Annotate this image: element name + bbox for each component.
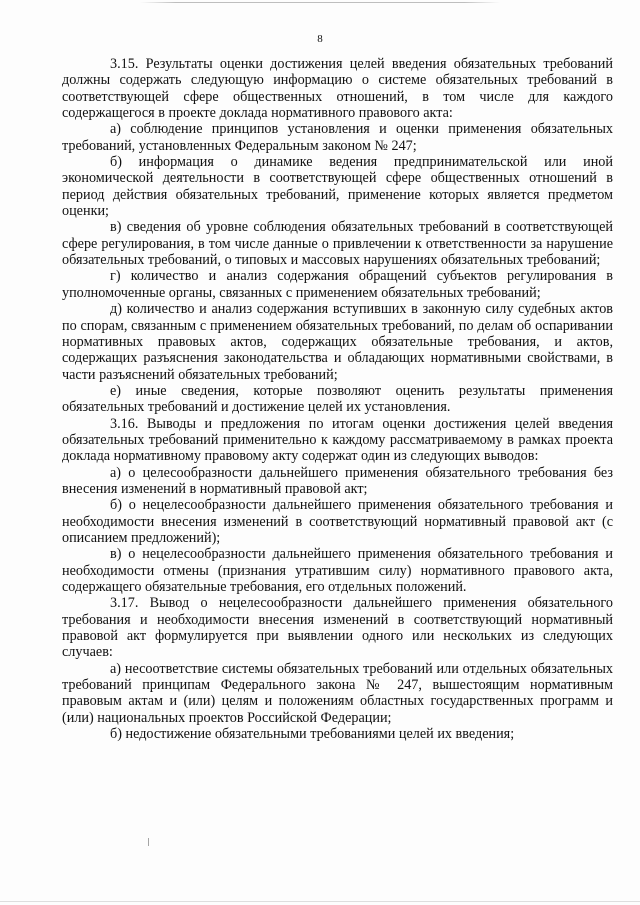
paragraph-3-16-b: б) о нецелесообразности дальнейшего применения обязательного требования и необходимости внесения изменений в соответствующий нормативный правовой акт (с описанием предложений); (62, 497, 613, 546)
paragraph-3-17: 3.17. Вывод о нецелесообразности дальнейшего применения обязательного требования и необходимости внесения изменений в соответствующий нормативный правовой акт формулируется при выявлении одного или нескольких из следующих случаев: (62, 595, 613, 661)
paragraph-3-15-b: б) информация о динамике ведения предпринимательской или иной экономической деятельности в соответствующей сфере общественных отношений в период действия обязательных требований, применение которых является предметом оценки; (62, 154, 613, 220)
paragraph-3-15: 3.15. Результаты оценки достижения целей введения обязательных требований должны содержать следующую информацию о системе обязательных требований в соответствующей сфере общественных отношений, в том числе для каждого содержащегося в проекте доклада нормативного правового акта: (62, 56, 613, 122)
paragraph-3-15-g: г) количество и анализ содержания обращений субъектов регулирования в уполномоченные органы, связанных с применением обязательных требований; (62, 268, 613, 301)
scan-edge-bottom (0, 901, 640, 902)
paragraph-3-15-a: а) соблюдение принципов установления и оценки применения обязательных требований, установленных Федеральным законом № 247; (62, 121, 613, 154)
paragraph-3-17-a: а) несоответствие системы обязательных требований или отдельных обязательных требований принципам Федерального закона № 247, вышестоящим нормативным правовым актам и (или) целям и положениям областных государственных программ и (или) национальных проектов Российской Федерации; (62, 660, 613, 726)
paragraph-3-15-d: д) количество и анализ содержания вступивших в законную силу судебных актов по спорам, связанным с применением обязательных требований, по делам об оспаривании нормативных правовых актов, содержащих обязательные требования, и актов, содержащих разъяснения законодательства и обладающих нормативными свойствами, в части разъяснений обязательных требований; (62, 301, 613, 383)
paragraph-3-16-a: а) о целесообразности дальнейшего применения обязательного требования без внесения изменений в нормативный правовой акт; (62, 464, 613, 497)
scan-speck (148, 838, 149, 846)
paragraph-3-16: 3.16. Выводы и предложения по итогам оценки достижения целей введения обязательных требований применительно к каждому рассматриваемому в рамках проекта доклада нормативному правовому акту содержат один из следующих выводов: (62, 415, 613, 465)
paragraph-3-15-v: в) сведения об уровне соблюдения обязательных требований в соответствующей сфере регулирования, в том числе данные о привлечении к ответственности за нарушение обязательных требований, о типовых и массовых нарушениях обязательных требований; (62, 219, 613, 269)
document-body (62, 56, 613, 742)
page-number: 8 (317, 33, 323, 45)
paragraph-3-15-e: е) иные сведения, которые позволяют оценить результаты применения обязательных требований и достижение целей их установления. (62, 382, 613, 416)
scan-edge-top (140, 2, 500, 3)
paragraph-3-16-v: в) о нецелесообразности дальнейшего применения обязательного требования и необходимости отмены (признания утратившим силу) нормативного правового акта, содержащего обязательные требования, его отдельных положений. (62, 546, 613, 595)
paragraph-3-17-b: б) недостижение обязательными требованиями целей их введения; (110, 726, 515, 743)
